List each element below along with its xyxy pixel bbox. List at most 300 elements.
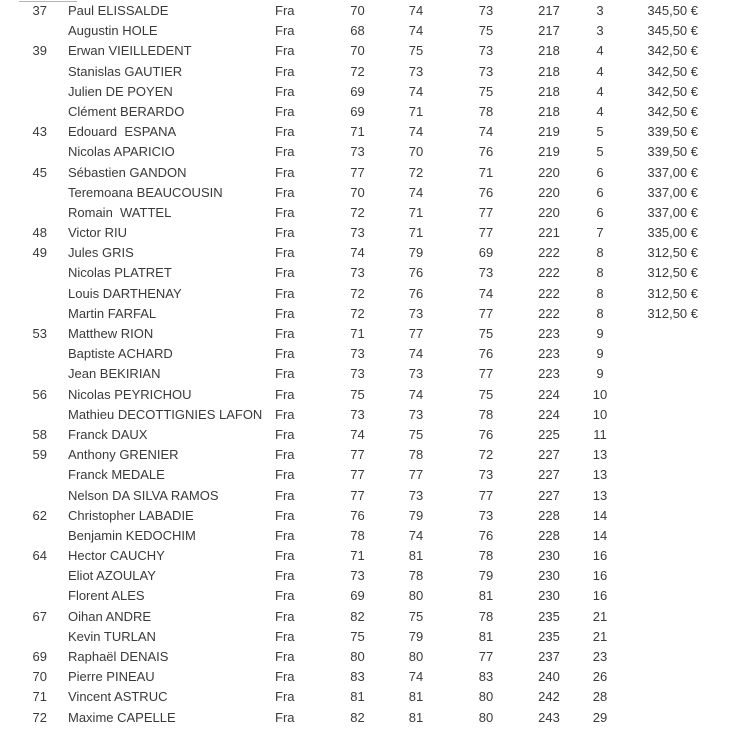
round1-score-cell: 70 (350, 184, 365, 200)
round3-score-cell: 75 (478, 23, 494, 39)
round3-score-cell: 74 (478, 124, 494, 140)
player-name-cell: Eliot AZOULAY (68, 568, 156, 584)
rank-cell: 64 (32, 548, 47, 564)
nationality-cell: Fra (275, 628, 295, 644)
player-name-cell: Anthony GRENIER (68, 447, 179, 463)
round3-score-cell: 72 (478, 447, 494, 463)
round1-score-cell: 73 (350, 225, 365, 241)
total-score-cell: 243 (538, 709, 560, 725)
over-par-cell: 14 (592, 527, 608, 543)
nationality-cell: Fra (275, 669, 295, 685)
over-par-cell: 4 (596, 43, 604, 59)
nationality-cell: Fra (275, 386, 295, 402)
round2-score-cell: 73 (408, 366, 424, 382)
table-row (0, 142, 734, 162)
total-score-cell: 230 (538, 588, 560, 604)
round2-score-cell: 79 (408, 245, 424, 261)
results-table (0, 1, 734, 728)
rank-cell: 43 (32, 124, 47, 140)
round2-score-cell: 74 (408, 23, 424, 39)
round2-score-cell: 75 (408, 608, 424, 624)
total-score-cell: 227 (538, 487, 560, 503)
table-row (0, 425, 734, 445)
round2-score-cell: 71 (408, 103, 424, 119)
total-score-cell: 224 (538, 406, 560, 422)
round2-score-cell: 74 (408, 386, 424, 402)
round1-score-cell: 82 (350, 608, 365, 624)
over-par-cell: 5 (596, 124, 604, 140)
table-row (0, 203, 734, 223)
table-row (0, 687, 734, 707)
round1-score-cell: 69 (350, 588, 365, 604)
player-name-cell: Clément BERARDO (68, 103, 185, 119)
round1-score-cell: 81 (350, 689, 365, 705)
over-par-cell: 10 (592, 386, 608, 402)
round3-score-cell: 77 (478, 649, 494, 664)
prize-money-cell: 312,50 € (647, 245, 698, 261)
total-score-cell: 217 (538, 23, 560, 39)
player-name-cell: Jean BEKIRIAN (68, 366, 161, 382)
over-par-cell: 16 (592, 568, 608, 584)
round2-score-cell: 80 (408, 649, 424, 664)
over-par-cell: 6 (596, 164, 604, 180)
over-par-cell: 6 (596, 184, 604, 200)
round2-score-cell: 74 (408, 83, 424, 99)
round2-score-cell: 81 (408, 689, 424, 705)
round1-score-cell: 73 (350, 568, 365, 584)
prize-money-cell: 342,50 € (647, 83, 698, 99)
table-row (0, 607, 734, 627)
table-row (0, 667, 734, 687)
over-par-cell: 13 (592, 487, 608, 503)
over-par-cell: 3 (596, 23, 604, 39)
round3-score-cell: 76 (478, 184, 494, 200)
table-row (0, 708, 734, 728)
round2-score-cell: 73 (408, 63, 424, 79)
prize-money-cell: 312,50 € (647, 305, 698, 321)
total-score-cell: 235 (538, 628, 560, 644)
round2-score-cell: 78 (408, 568, 424, 584)
round1-score-cell: 72 (350, 204, 365, 220)
over-par-cell: 8 (596, 285, 604, 301)
player-name-cell: Nelson DA SILVA RAMOS (68, 487, 219, 503)
nationality-cell: Fra (275, 124, 295, 140)
total-score-cell: 218 (538, 63, 560, 79)
total-score-cell: 217 (538, 3, 560, 18)
table-row (0, 82, 734, 102)
round3-score-cell: 76 (478, 346, 494, 362)
nationality-cell: Fra (275, 447, 295, 463)
prize-money-cell: 342,50 € (647, 43, 698, 59)
total-score-cell: 227 (538, 467, 560, 483)
round2-score-cell: 76 (408, 285, 424, 301)
rank-cell: 59 (32, 447, 47, 463)
round3-score-cell: 80 (478, 689, 494, 705)
round1-score-cell: 68 (350, 23, 365, 39)
round3-score-cell: 73 (478, 43, 494, 59)
prize-money-cell: 339,50 € (647, 124, 698, 140)
round2-score-cell: 71 (408, 204, 424, 220)
total-score-cell: 222 (538, 305, 560, 321)
nationality-cell: Fra (275, 649, 295, 664)
player-name-cell: Kevin TURLAN (68, 628, 156, 644)
table-row (0, 102, 734, 122)
round2-score-cell: 74 (408, 184, 424, 200)
table-row (0, 62, 734, 82)
round1-score-cell: 77 (350, 164, 365, 180)
player-name-cell: Vincent ASTRUC (68, 689, 168, 705)
round1-score-cell: 76 (350, 507, 365, 523)
player-name-cell: Raphaël DENAIS (68, 649, 169, 664)
player-name-cell: Augustin HOLE (68, 23, 158, 39)
nationality-cell: Fra (275, 366, 295, 382)
round1-score-cell: 71 (350, 124, 365, 140)
table-row (0, 566, 734, 586)
rank-cell: 49 (32, 245, 47, 261)
table-row (0, 243, 734, 263)
nationality-cell: Fra (275, 426, 295, 442)
table-row (0, 627, 734, 647)
round3-score-cell: 81 (478, 588, 494, 604)
over-par-cell: 14 (592, 507, 608, 523)
round3-score-cell: 77 (478, 487, 494, 503)
round3-score-cell: 76 (478, 426, 494, 442)
round3-score-cell: 73 (478, 265, 494, 281)
player-name-cell: Stanislas GAUTIER (68, 63, 183, 79)
total-score-cell: 222 (538, 265, 560, 281)
nationality-cell: Fra (275, 346, 295, 362)
over-par-cell: 8 (596, 305, 604, 321)
round3-score-cell: 75 (478, 326, 494, 341)
table-row (0, 647, 734, 667)
round3-score-cell: 69 (478, 245, 494, 261)
round1-score-cell: 71 (350, 548, 365, 564)
rank-cell: 70 (32, 669, 47, 685)
round3-score-cell: 76 (478, 527, 494, 543)
nationality-cell: Fra (275, 548, 295, 564)
player-name-cell: Martin FARFAL (68, 305, 157, 321)
round2-score-cell: 79 (408, 507, 424, 523)
table-row (0, 546, 734, 566)
round3-score-cell: 80 (478, 709, 494, 725)
rank-cell: 62 (32, 507, 47, 523)
table-row (0, 445, 734, 465)
total-score-cell: 228 (538, 527, 560, 543)
player-name-cell: Mathieu DECOTTIGNIES LAFON (68, 406, 263, 422)
total-score-cell: 220 (538, 164, 560, 180)
total-score-cell: 222 (538, 245, 560, 261)
total-score-cell: 219 (538, 144, 560, 160)
table-row (0, 364, 734, 384)
total-score-cell: 240 (538, 669, 560, 685)
rank-cell: 45 (32, 164, 47, 180)
round3-score-cell: 75 (478, 83, 494, 99)
total-score-cell: 227 (538, 447, 560, 463)
round2-score-cell: 73 (408, 305, 424, 321)
player-name-cell: Julien DE POYEN (68, 83, 173, 99)
nationality-cell: Fra (275, 709, 295, 725)
table-row (0, 304, 734, 324)
nationality-cell: Fra (275, 204, 295, 220)
over-par-cell: 9 (596, 326, 604, 341)
round2-score-cell: 71 (408, 225, 424, 241)
round3-score-cell: 73 (478, 467, 494, 483)
round3-score-cell: 73 (478, 3, 494, 18)
player-name-cell: Nicolas PLATRET (68, 265, 172, 281)
over-par-cell: 4 (596, 103, 604, 119)
total-score-cell: 228 (538, 507, 560, 523)
nationality-cell: Fra (275, 184, 295, 200)
table-row (0, 486, 734, 506)
over-par-cell: 16 (592, 548, 608, 564)
table-row (0, 344, 734, 364)
round1-score-cell: 72 (350, 285, 365, 301)
total-score-cell: 219 (538, 124, 560, 140)
round2-score-cell: 75 (408, 426, 424, 442)
round2-score-cell: 74 (408, 124, 424, 140)
nationality-cell: Fra (275, 527, 295, 543)
nationality-cell: Fra (275, 63, 295, 79)
round3-score-cell: 77 (478, 366, 494, 382)
nationality-cell: Fra (275, 3, 295, 18)
nationality-cell: Fra (275, 305, 295, 321)
player-name-cell: Louis DARTHENAY (68, 285, 182, 301)
prize-money-cell: 337,00 € (647, 204, 698, 220)
round2-score-cell: 74 (408, 346, 424, 362)
round3-score-cell: 76 (478, 144, 494, 160)
table-row (0, 506, 734, 526)
nationality-cell: Fra (275, 326, 295, 341)
round1-score-cell: 73 (350, 144, 365, 160)
nationality-cell: Fra (275, 487, 295, 503)
nationality-cell: Fra (275, 144, 295, 160)
table-row (0, 21, 734, 41)
round2-score-cell: 73 (408, 406, 424, 422)
table-row (0, 263, 734, 283)
table-row (0, 405, 734, 425)
over-par-cell: 29 (592, 709, 608, 725)
table-row (0, 284, 734, 304)
total-score-cell: 230 (538, 548, 560, 564)
rank-cell: 67 (32, 608, 47, 624)
player-name-cell: Baptiste ACHARD (68, 346, 173, 362)
total-score-cell: 235 (538, 608, 560, 624)
nationality-cell: Fra (275, 225, 295, 241)
player-name-cell: Nicolas APARICIO (68, 144, 175, 160)
table-row (0, 223, 734, 243)
round2-score-cell: 74 (408, 3, 424, 18)
over-par-cell: 21 (592, 608, 608, 624)
nationality-cell: Fra (275, 83, 295, 99)
nationality-cell: Fra (275, 43, 295, 59)
round1-score-cell: 71 (350, 326, 365, 341)
player-name-cell: Victor RIU (68, 225, 127, 241)
round2-score-cell: 74 (408, 527, 424, 543)
round3-score-cell: 73 (478, 63, 494, 79)
round3-score-cell: 81 (478, 628, 494, 644)
round3-score-cell: 79 (478, 568, 494, 584)
rank-cell: 69 (32, 649, 47, 664)
total-score-cell: 237 (538, 649, 560, 664)
round3-score-cell: 77 (478, 225, 494, 241)
over-par-cell: 28 (592, 689, 608, 705)
round3-score-cell: 78 (478, 608, 494, 624)
table-row (0, 586, 734, 606)
over-par-cell: 13 (592, 447, 608, 463)
over-par-cell: 9 (596, 346, 604, 362)
nationality-cell: Fra (275, 467, 295, 483)
table-row (0, 1, 734, 21)
round1-score-cell: 72 (350, 63, 365, 79)
round2-score-cell: 77 (408, 326, 424, 341)
over-par-cell: 9 (596, 366, 604, 382)
round2-score-cell: 78 (408, 447, 424, 463)
table-row (0, 163, 734, 183)
round3-score-cell: 74 (478, 285, 494, 301)
total-score-cell: 222 (538, 285, 560, 301)
round2-score-cell: 81 (408, 709, 424, 725)
round1-score-cell: 72 (350, 305, 365, 321)
nationality-cell: Fra (275, 23, 295, 39)
over-par-cell: 6 (596, 204, 604, 220)
player-name-cell: Jules GRIS (68, 245, 134, 261)
player-name-cell: Hector CAUCHY (68, 548, 165, 564)
table-row (0, 183, 734, 203)
prize-money-cell: 342,50 € (647, 63, 698, 79)
round1-score-cell: 77 (350, 467, 365, 483)
round1-score-cell: 83 (350, 669, 365, 685)
over-par-cell: 26 (592, 669, 608, 685)
player-name-cell: Florent ALES (68, 588, 145, 604)
total-score-cell: 225 (538, 426, 560, 442)
prize-money-cell: 342,50 € (647, 103, 698, 119)
round3-score-cell: 78 (478, 548, 494, 564)
round2-score-cell: 70 (408, 144, 424, 160)
total-score-cell: 220 (538, 184, 560, 200)
total-score-cell: 220 (538, 204, 560, 220)
over-par-cell: 5 (596, 144, 604, 160)
round1-score-cell: 69 (350, 103, 365, 119)
player-name-cell: Benjamin KEDOCHIM (68, 527, 196, 543)
total-score-cell: 218 (538, 103, 560, 119)
round3-score-cell: 77 (478, 305, 494, 321)
total-score-cell: 223 (538, 326, 560, 341)
round1-score-cell: 73 (350, 406, 365, 422)
round1-score-cell: 80 (350, 649, 365, 664)
over-par-cell: 7 (596, 225, 604, 241)
over-par-cell: 13 (592, 467, 608, 483)
round2-score-cell: 77 (408, 467, 424, 483)
rank-cell: 72 (32, 709, 47, 725)
total-score-cell: 218 (538, 83, 560, 99)
round1-score-cell: 69 (350, 83, 365, 99)
prize-money-cell: 337,00 € (647, 184, 698, 200)
over-par-cell: 4 (596, 83, 604, 99)
round1-score-cell: 74 (350, 426, 365, 442)
rank-cell: 39 (32, 43, 47, 59)
round1-score-cell: 73 (350, 346, 365, 362)
player-name-cell: Romain WATTEL (68, 204, 172, 220)
nationality-cell: Fra (275, 689, 295, 705)
total-score-cell: 221 (538, 225, 560, 241)
round3-score-cell: 73 (478, 507, 494, 523)
prize-money-cell: 339,50 € (647, 144, 698, 160)
total-score-cell: 224 (538, 386, 560, 402)
nationality-cell: Fra (275, 164, 295, 180)
over-par-cell: 3 (596, 3, 604, 18)
rank-cell: 71 (32, 689, 47, 705)
player-name-cell: Teremoana BEAUCOUSIN (68, 184, 223, 200)
rank-cell: 58 (32, 426, 47, 442)
player-name-cell: Christopher LABADIE (68, 507, 194, 523)
nationality-cell: Fra (275, 507, 295, 523)
rank-cell: 48 (32, 225, 47, 241)
nationality-cell: Fra (275, 588, 295, 604)
table-row (0, 526, 734, 546)
round3-score-cell: 78 (478, 406, 494, 422)
round1-score-cell: 75 (350, 386, 365, 402)
table-row (0, 41, 734, 61)
prize-money-cell: 337,00 € (647, 164, 698, 180)
round1-score-cell: 70 (350, 43, 365, 59)
round2-score-cell: 79 (408, 628, 424, 644)
total-score-cell: 242 (538, 689, 560, 705)
player-name-cell: Oihan ANDRE (68, 608, 152, 624)
over-par-cell: 23 (592, 649, 608, 664)
nationality-cell: Fra (275, 568, 295, 584)
table-row (0, 122, 734, 142)
nationality-cell: Fra (275, 608, 295, 624)
round1-score-cell: 82 (350, 709, 365, 725)
prize-money-cell: 345,50 € (647, 3, 698, 18)
player-name-cell: Maxime CAPELLE (68, 709, 176, 725)
round3-score-cell: 71 (478, 164, 494, 180)
round2-score-cell: 75 (408, 43, 424, 59)
nationality-cell: Fra (275, 103, 295, 119)
player-name-cell: Pierre PINEAU (68, 669, 155, 685)
table-row (0, 465, 734, 485)
round1-score-cell: 77 (350, 487, 365, 503)
nationality-cell: Fra (275, 406, 295, 422)
round1-score-cell: 74 (350, 245, 365, 261)
prize-money-cell: 312,50 € (647, 265, 698, 281)
prize-money-cell: 335,00 € (647, 225, 698, 241)
table-row (0, 324, 734, 344)
over-par-cell: 8 (596, 265, 604, 281)
round2-score-cell: 80 (408, 588, 424, 604)
round3-score-cell: 83 (478, 669, 494, 685)
over-par-cell: 10 (592, 406, 608, 422)
player-name-cell: Edouard ESPANA (68, 124, 177, 140)
over-par-cell: 21 (592, 628, 608, 644)
round2-score-cell: 73 (408, 487, 424, 503)
prize-money-cell: 312,50 € (647, 285, 698, 301)
nationality-cell: Fra (275, 245, 295, 261)
round3-score-cell: 75 (478, 386, 494, 402)
total-score-cell: 218 (538, 43, 560, 59)
round1-score-cell: 73 (350, 265, 365, 281)
round1-score-cell: 73 (350, 366, 365, 382)
total-score-cell: 230 (538, 568, 560, 584)
nationality-cell: Fra (275, 285, 295, 301)
player-name-cell: Paul ELISSALDE (68, 3, 169, 18)
over-par-cell: 4 (596, 63, 604, 79)
over-par-cell: 8 (596, 245, 604, 261)
round1-score-cell: 75 (350, 628, 365, 644)
total-score-cell: 223 (538, 346, 560, 362)
round2-score-cell: 72 (408, 164, 424, 180)
player-name-cell: Nicolas PEYRICHOU (68, 386, 192, 402)
